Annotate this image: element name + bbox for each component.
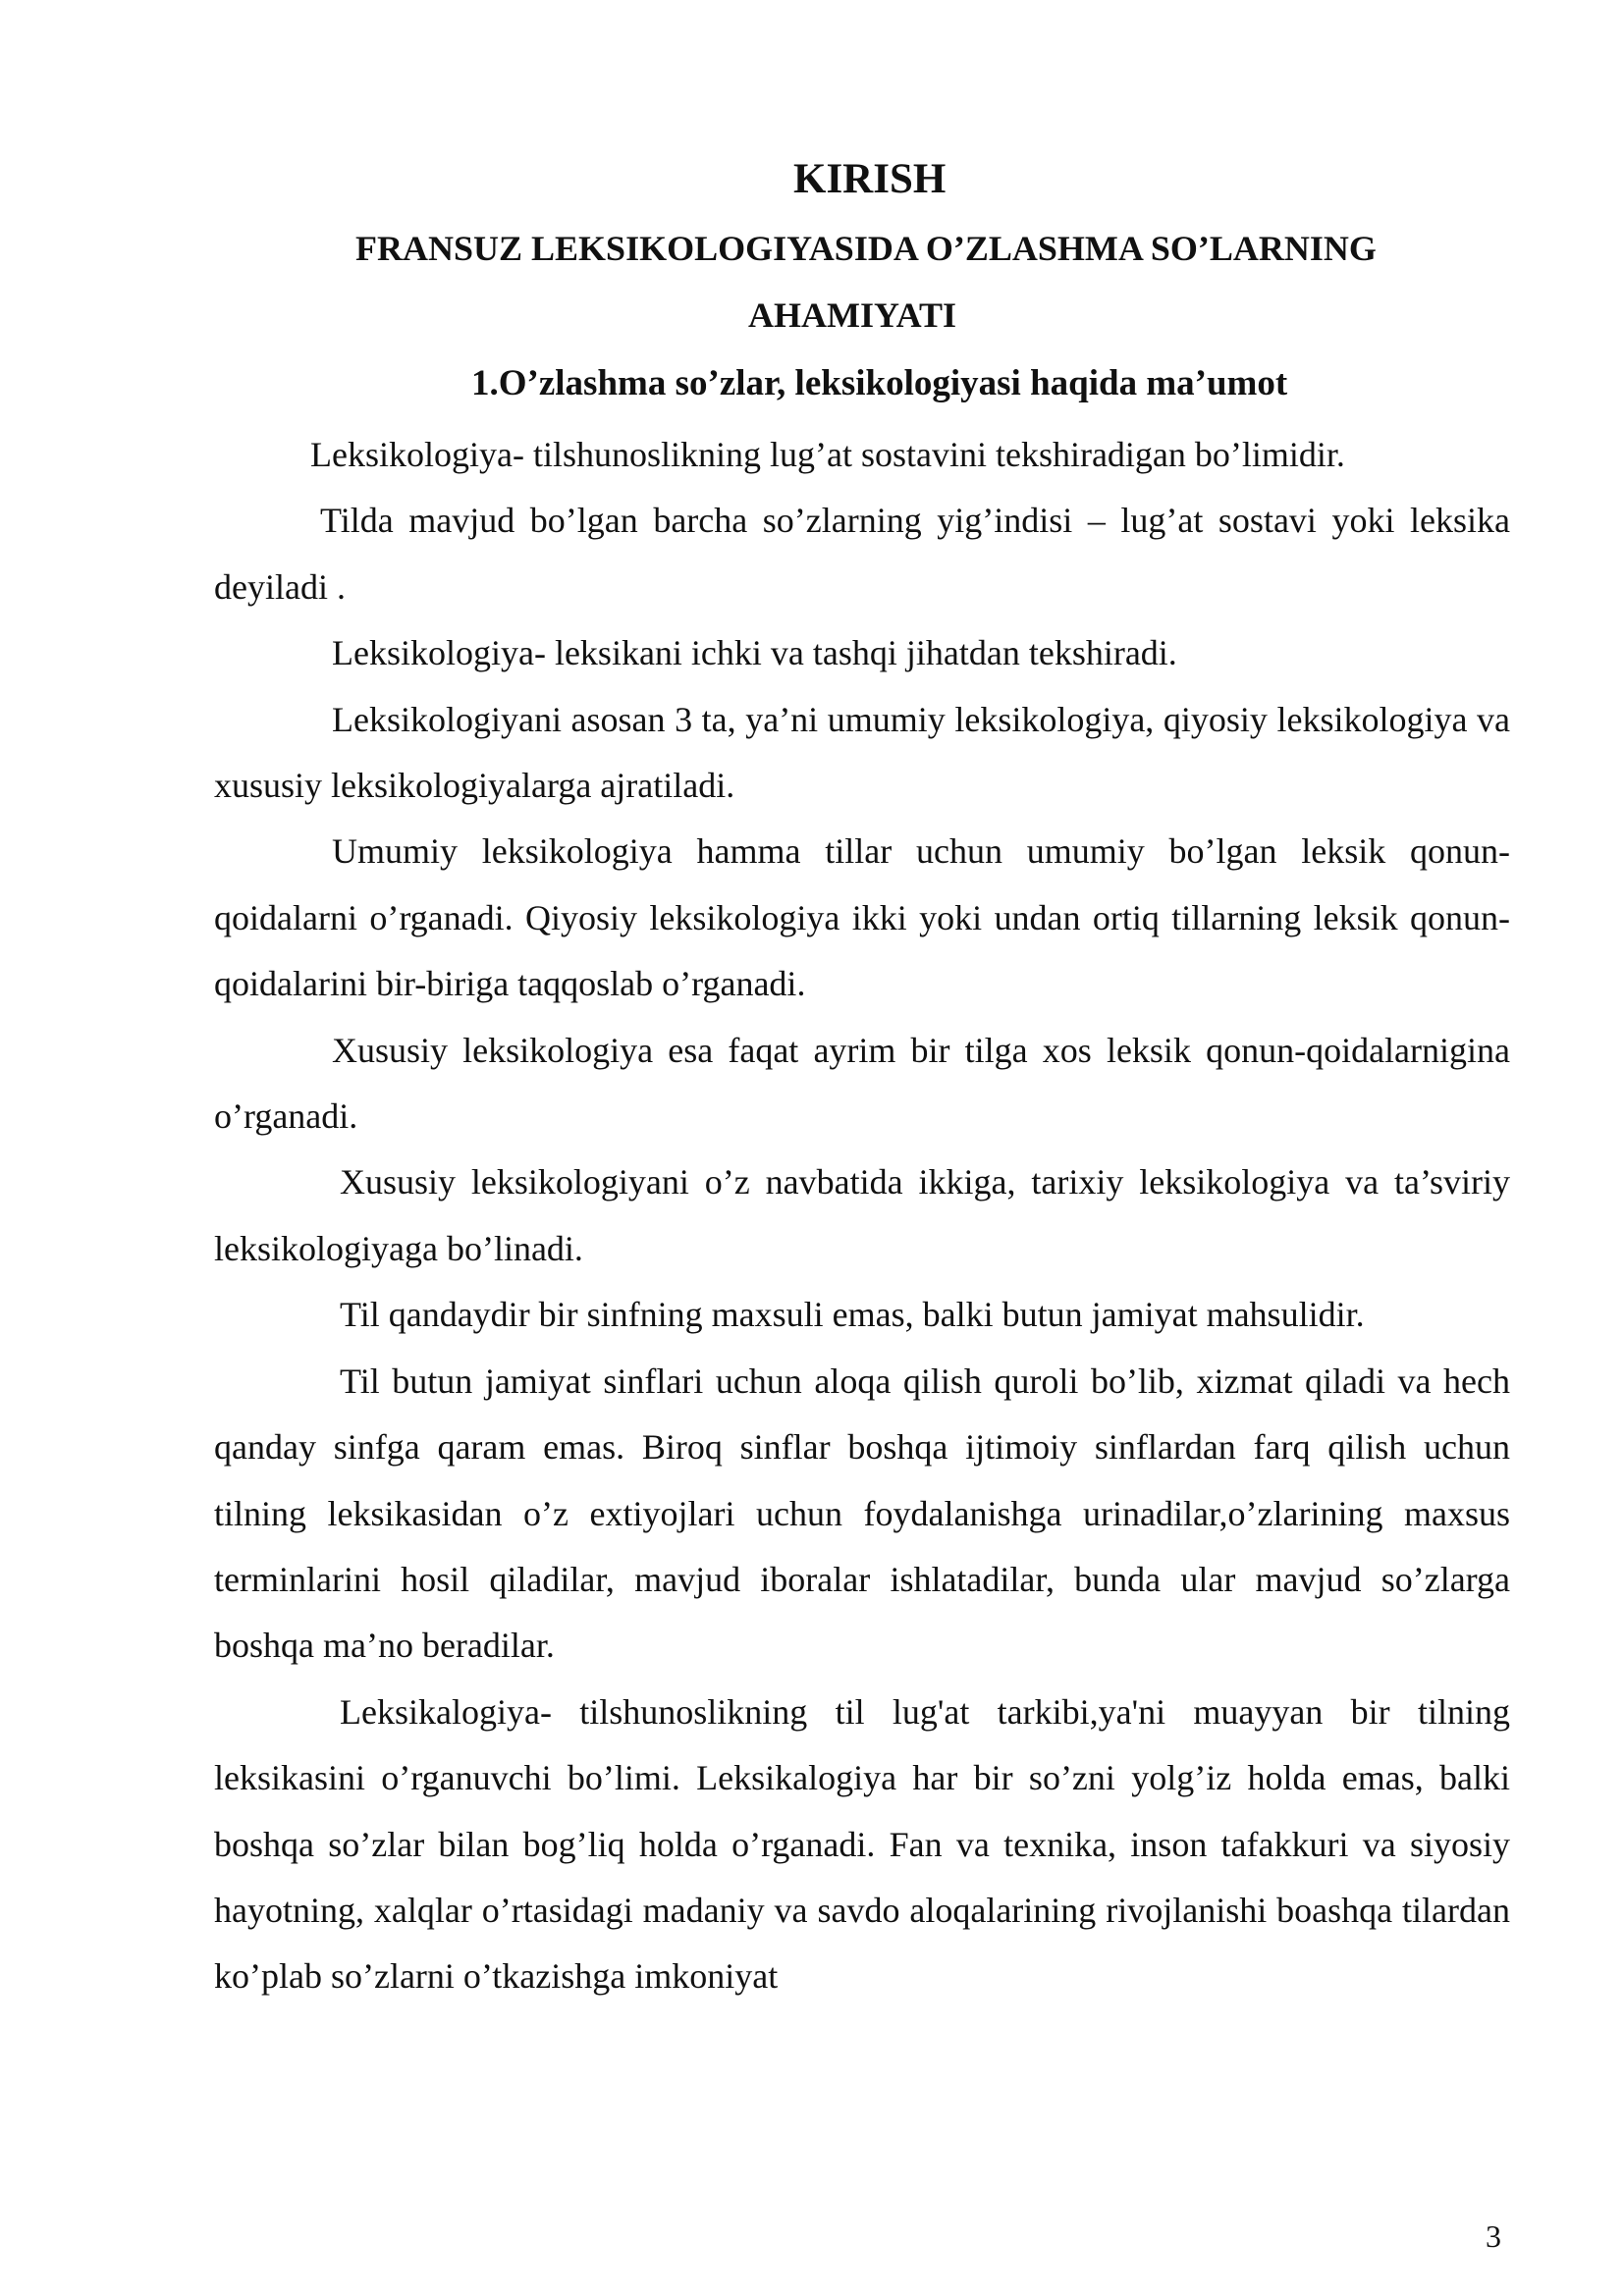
chapter-title-line-1: FRANSUZ LEKSIKOLOGIYASIDA O’ZLASHMA SO’LARNING [355, 229, 1377, 268]
paragraph-10: Leksikalogiya- tilshunoslikning til lug'at tarkibi,ya'ni muayyan bir tilning leksikasini o’rganuvchi bo’limi. Leksikalogiya har bir so’zni yolg’iz holda emas, balki boshqa so’zlar bilan bog’liq holda o’rganadi. Fan va texnika, inson tafakkuri va siyosiy hayotning, xalqlar o’rtasidagi madaniy va savdo aloqalarining rivojlanishi boashqa tilardan ko’plab so’zlarni o’tkazishga imkoniyat [214, 1691, 1510, 1997]
paragraph-6: Xususiy leksikologiya esa faqat ayrim bir tilga xos leksik qonun-qoidalarnigina o’rganadi. [214, 1030, 1510, 1137]
page-number: 3 [1486, 2218, 1501, 2254]
paragraph-9: Til butun jamiyat sinflari uchun aloqa qilish quroli bo’lib, xizmat qiladi va hech qanday sinfga qaram emas. Biroq sinflar boshqa ijtimoiy sinflardan farq qilish uchun tilning leksikasidan o’z extiyojlari uchun foydalanishga urinadilar,o’zlarining maxsus terminlarini hosil qiladilar, mavjud iboralar ishlatadilar, bunda ular mavjud so’zlarga boshqa ma’no beradilar. [214, 1361, 1510, 1666]
paragraph-7: Xususiy leksikologiyani o’z navbatida ikkiga, tarixiy leksikologiya va ta’sviriy leksikologiyaga bo’linadi. [214, 1162, 1510, 1268]
body-text [214, 422, 1510, 2010]
chapter-heading: KIRISH [793, 156, 947, 202]
paragraph-5: Umumiy leksikologiya hamma tillar uchun umumiy bo’lgan leksik qonun-qoidalarni o’rganadi. Qiyosiy leksikologiya ikki yoki undan ortiq tillarning leksik qonun-qoidalarini bir-biriga taqqoslab o’rganadi. [214, 831, 1510, 1004]
paragraph-4: Leksikologiyani asosan 3 ta, ya’ni umumiy leksikologiya, qiyosiy leksikologiya va xususiy leksikologiyalarga ajratiladi. [214, 699, 1510, 806]
section-subtitle: 1.O’zlashma so’zlar, leksikologiyasi haqida ma’umot [471, 363, 1288, 403]
paragraph-3: Leksikologiya- leksikani ichki va tashqi jihatdan tekshiradi. [332, 633, 1177, 673]
chapter-title-line-2: AHAMIYATI [748, 295, 957, 335]
paragraph-2: Tilda mavjud bo’lgan barcha so’zlarning yig’indisi – lug’at sostavi yoki leksika deyiladi . [214, 501, 1510, 607]
paragraph-8: Til qandaydir bir sinfning maxsuli emas, balki butun jamiyat mahsulidir. [340, 1295, 1365, 1335]
paragraph-1: Leksikologiya- tilshunoslikning lug’at sostavini tekshiradigan bo’limidir. [310, 435, 1345, 474]
